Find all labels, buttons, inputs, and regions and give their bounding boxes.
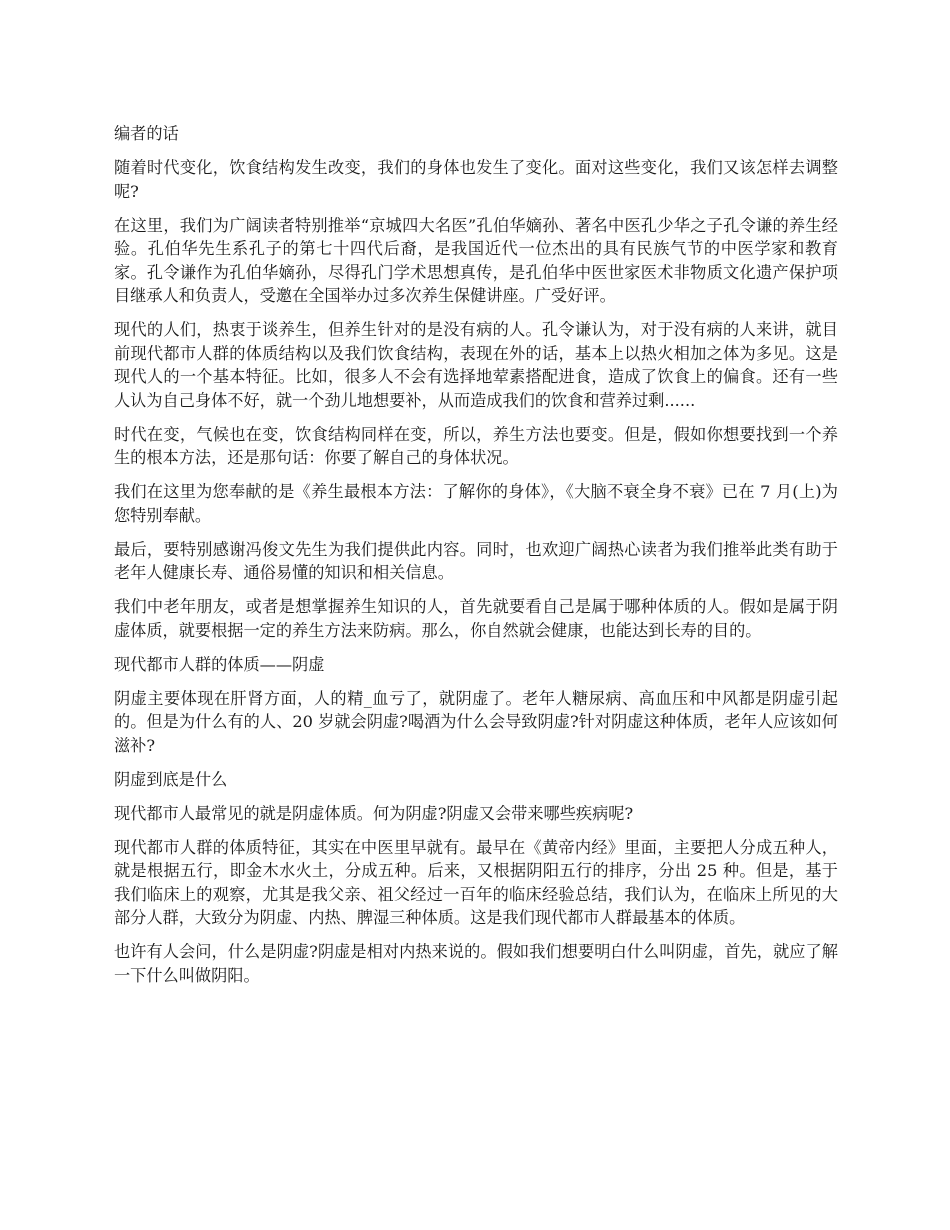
paragraph-thanks: 最后，要特别感谢冯俊文先生为我们提供此内容。同时，也欢迎广阔热心读者为我们推举此类有助于老年人健康长寿、通俗易懂的知识和相关信息。 — [114, 539, 838, 582]
paragraph-recommendation: 在这里，我们为广阔读者特别推举“京城四大名医”孔伯华嫡孙、著名中医孔少华之子孔令谦的养生经验。孔伯华先生系孔子的第七十四代后裔，是我国近代一位杰出的具有民族气节的中医学家和教育家。孔令谦作为孔伯华嫡孙，尽得孔门学术思想真传，是孔伯华中医世家医术非物质文化遗产保护项目继承人和负责人，受邀在全国举办过多次养生保健讲座。广受好评。 — [114, 215, 838, 305]
paragraph-modern-people: 现代的人们，热衷于谈养生，但养生针对的是没有病的人。孔令谦认为，对于没有病的人来讲，就目前现代都市人群的体质结构以及我们饮食结构，表现在外的话，基本上以热火相加之体为多见。这是现代人的一个基本特征。比如，很多人不会有选择地荤素搭配进食，造成了饮食上的偏食。还有一些人认为自己身体不好，就一个劲儿地想要补，从而造成我们的饮食和营养过剩...... — [114, 320, 838, 410]
paragraph-constitution-features: 现代都市人群的体质特征，其实在中医里早就有。最早在《黄帝内经》里面，主要把人分成五种人，就是根据五行，即金木水火土，分成五种。后来，又根据阴阳五行的排序，分出 25 种。但是，基于我们临床上的观察，尤其是我父亲、祖父经过一百年的临床经验总结，我们认为，在临床上所见的大部分人群，大致分为阴虚、内热、脾湿三种体质。这是我们现代都市人群最基本的体质。 — [114, 837, 838, 927]
editor-note-heading: 编者的话 — [114, 124, 179, 143]
paragraph-intro: 随着时代变化，饮食结构发生改变，我们的身体也发生了变化。面对这些变化，我们又该怎样去调整呢? — [114, 158, 838, 201]
paragraph-yin-deficiency: 阴虚主要体现在肝肾方面，人的精_血亏了，就阴虚了。老年人糖尿病、高血压和中风都是阴虚引起的。但是为什么有的人、20 岁就会阴虚?喝酒为什么会导致阴虚?针对阴虚这种体质，老年人应该如何滋补? — [114, 688, 838, 755]
document-body — [114, 122, 838, 998]
section-heading-what-is-yin-deficiency: 阴虚到底是什么 — [114, 769, 228, 789]
paragraph-times-change: 时代在变，气候也在变，饮食结构同样在变，所以，养生方法也要变。但是，假如你想要找到一个养生的根本方法，还是那句话：你要了解自己的身体状况。 — [114, 424, 838, 467]
section-heading-yin-deficiency: 现代都市人群的体质——阴虚 — [114, 654, 325, 674]
paragraph-constitution: 我们中老年朋友，或者是想掌握养生知识的人，首先就要看自己是属于哪种体质的人。假如是属于阴虚体质，就要根据一定的养生方法来防病。那么，你自然就会健康，也能达到长寿的目的。 — [114, 597, 838, 640]
paragraph-yin-yang: 也许有人会问，什么是阴虚?阴虚是相对内热来说的。假如我们想要明白什么叫阴虚，首先，就应了解一下什么叫做阴阳。 — [114, 942, 838, 985]
paragraph-common-constitution: 现代都市人最常见的就是阴虚体质。何为阴虚?阴虚又会带来哪些疾病呢? — [114, 803, 634, 823]
paragraph-offering: 我们在这里为您奉献的是《养生最根本方法：了解你的身体》，《大脑不衰全身不衰》已在 7 月(上)为您特别奉献。 — [114, 482, 838, 525]
